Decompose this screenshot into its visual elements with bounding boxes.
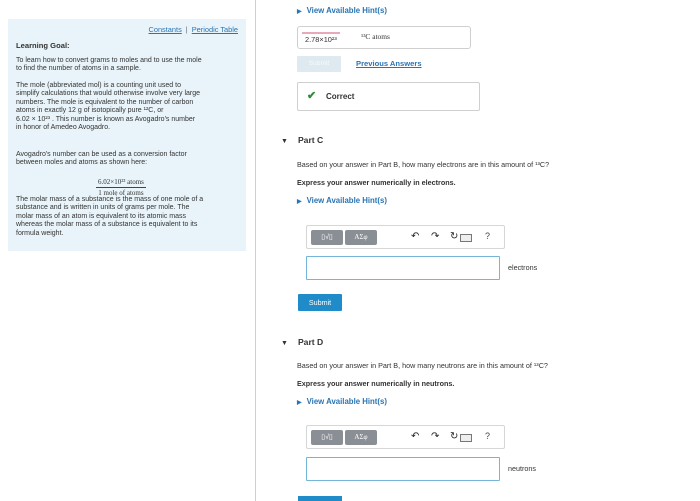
part-c-hint-toggle[interactable] [297,196,387,205]
part-d-header[interactable] [281,337,323,347]
molar-line-3: molar mass of an atom is equivalent to its atomic mass [16,212,187,220]
part-b-submit-button[interactable]: Submit [297,56,341,72]
mole-text [16,82,238,132]
conversion-fraction [96,178,146,198]
part-b-hint-toggle[interactable] [297,6,387,15]
part-c-unit-label: electrons [508,263,538,272]
molar-line-2: substance and is written in units of grams per mole. The [16,204,190,212]
part-c-header[interactable] [281,135,323,145]
learning-goal-title: Learning Goal: [16,41,70,50]
mole-line-2: simplify calculations that would otherwise involve very large [16,90,201,98]
hint-label: View Available Hint(s) [306,196,387,205]
undo-icon[interactable]: ↶ [411,431,420,442]
part-d-math-toolbar [306,425,505,449]
help-icon[interactable]: ? [485,231,491,241]
part-d-unit-label: neutrons [508,464,536,473]
learning-goal-panel [8,19,246,251]
part-d-hint-toggle[interactable] [297,397,387,406]
collapse-triangle-icon: ▼ [281,340,288,347]
molar-line-4: whereas the molar mass of a substance is equivalent to its [16,221,198,229]
part-c-title: Part C [297,135,324,145]
molar-mass-text [16,196,238,238]
correct-label: Correct [326,92,355,101]
part-c-math-toolbar [306,225,505,249]
part-c-submit-button[interactable]: Submit [298,294,342,311]
fraction-denominator: 1 mole of atoms [98,189,144,198]
answer-unit: ¹³C atoms [361,32,390,41]
keyboard-icon[interactable] [460,434,472,442]
part-c-question: Based on your answer in Part B, how many electrons are in this amount of ¹³C? [297,160,550,169]
symbols-button[interactable]: ΑΣφ [345,430,377,445]
molar-line-1: The molar mass of a substance is the mass of one mole of a [16,196,204,203]
symbols-button[interactable]: ΑΣφ [345,230,377,245]
resource-links [149,26,239,34]
goal-line-1: To learn how to convert grams to moles and to use the mole [16,57,202,64]
column-divider [255,0,256,501]
reset-icon[interactable]: ↻ [450,431,459,442]
hint-triangle-icon: ▶ [297,199,302,205]
part-b-answer-field[interactable] [297,26,471,49]
mole-line-5: 6.02 × 10²³ . This number is known as Avogadro's number [16,115,196,123]
part-c-instruction: Express your answer numerically in electrons. [297,178,456,187]
avogadro-line-2: between moles and atoms as shown here: [16,159,148,167]
mole-line-3: numbers. The mole is equivalent to the number of carbon [16,98,194,106]
part-d-title: Part D [297,337,324,347]
correct-feedback [297,82,480,111]
reset-icon[interactable]: ↻ [450,231,459,242]
avogadro-text [16,151,238,168]
hint-triangle-icon: ▶ [297,400,302,406]
templates-button[interactable]: ▯√▯ [311,430,343,445]
collapse-triangle-icon: ▼ [281,138,288,145]
part-d-answer-input[interactable] [306,457,500,481]
part-d-submit-button-partial[interactable] [298,496,342,501]
constants-link[interactable]: Constants [148,25,182,34]
link-separator: | [185,25,188,34]
part-c-answer-input[interactable] [306,256,500,280]
hint-triangle-icon: ▶ [297,9,302,15]
redo-icon[interactable]: ↷ [431,231,440,242]
part-d-question: Based on your answer in Part B, how many neutrons are in this amount of ¹³C? [297,361,548,370]
goal-text [16,57,238,74]
part-d-instruction: Express your answer numerically in neutrons. [297,379,455,388]
redo-icon[interactable]: ↷ [431,431,440,442]
templates-button[interactable]: ▯√▯ [311,230,343,245]
mole-line-4: atoms in exactly 12 g of isotopically pure ¹²C, or [16,107,164,115]
mole-line-6: in honor of Amedeo Avogadro. [16,124,111,132]
mole-line-1: The mole (abbreviated mol) is a counting unit used to [16,82,181,89]
previous-answers-link[interactable]: Previous Answers [356,59,422,68]
hint-label: View Available Hint(s) [306,6,387,15]
molar-line-5: formula weight. [16,229,64,237]
goal-line-2: to find the number of atoms in a sample. [16,65,141,73]
help-icon[interactable]: ? [485,431,491,441]
answer-value: 2.78×10²³ [302,32,340,47]
periodic-table-link[interactable]: Periodic Table [191,25,238,34]
keyboard-icon[interactable] [460,234,472,242]
hint-label: View Available Hint(s) [306,397,387,406]
avogadro-line-1: Avogadro's number can be used as a conversion factor [16,151,187,158]
fraction-numerator: 6.02×10²³ atoms [96,178,146,188]
undo-icon[interactable]: ↶ [411,231,420,242]
checkmark-icon: ✔ [307,90,317,102]
